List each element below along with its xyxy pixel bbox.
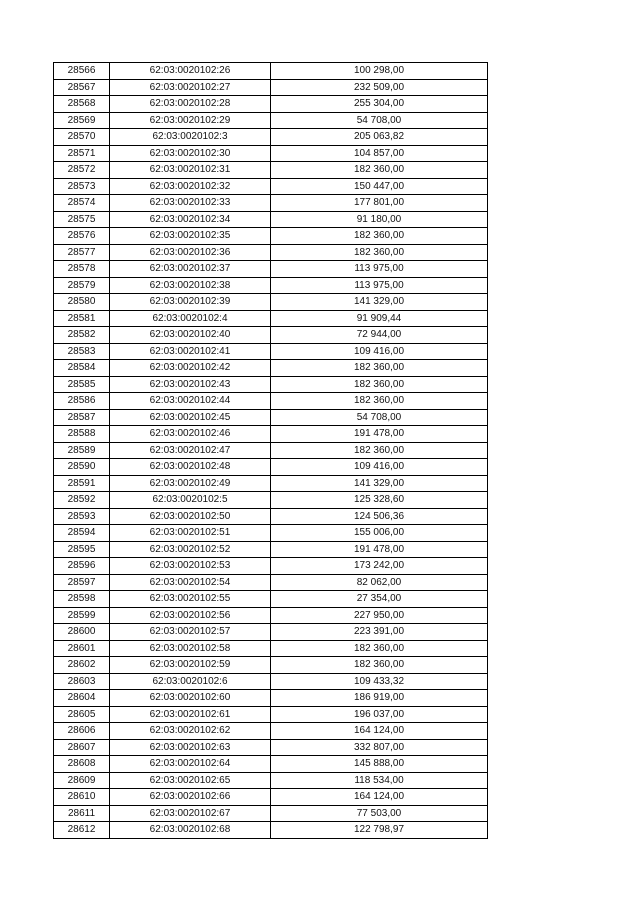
cadastral-value-cell: 72 944,00 [271,327,488,344]
row-number-cell: 28612 [54,822,110,839]
cadastral-number-cell: 62:03:0020102:54 [110,574,271,591]
table-row [54,558,488,575]
cadastral-value-cell: 141 329,00 [271,294,488,311]
cadastral-value-cell: 145 888,00 [271,756,488,773]
cadastral-number-cell: 62:03:0020102:46 [110,426,271,443]
table-row [54,129,488,146]
cadastral-value-cell: 100 298,00 [271,63,488,80]
cadastral-number-cell: 62:03:0020102:28 [110,96,271,113]
cadastral-number-cell: 62:03:0020102:62 [110,723,271,740]
row-number-cell: 28579 [54,277,110,294]
cadastral-number-cell: 62:03:0020102:66 [110,789,271,806]
table-row [54,574,488,591]
cadastral-number-cell: 62:03:0020102:47 [110,442,271,459]
table-row [54,459,488,476]
row-number-cell: 28582 [54,327,110,344]
table-body [54,63,488,839]
cadastral-number-cell: 62:03:0020102:64 [110,756,271,773]
row-number-cell: 28570 [54,129,110,146]
table-row [54,756,488,773]
row-number-cell: 28598 [54,591,110,608]
cadastral-value-cell: 255 304,00 [271,96,488,113]
row-number-cell: 28568 [54,96,110,113]
cadastral-value-cell: 223 391,00 [271,624,488,641]
cadastral-value-cell: 124 506,36 [271,508,488,525]
table-row [54,228,488,245]
table-row [54,442,488,459]
row-number-cell: 28572 [54,162,110,179]
cadastral-value-cell: 164 124,00 [271,723,488,740]
table-row [54,492,488,509]
row-number-cell: 28589 [54,442,110,459]
cadastral-number-cell: 62:03:0020102:67 [110,805,271,822]
table-row [54,343,488,360]
table-row [54,79,488,96]
row-number-cell: 28592 [54,492,110,509]
row-number-cell: 28607 [54,739,110,756]
cadastral-value-cell: 150 447,00 [271,178,488,195]
cadastral-number-cell: 62:03:0020102:50 [110,508,271,525]
cadastral-number-cell: 62:03:0020102:35 [110,228,271,245]
cadastral-number-cell: 62:03:0020102:4 [110,310,271,327]
table-row [54,63,488,80]
cadastral-value-cell: 182 360,00 [271,228,488,245]
table-row [54,145,488,162]
row-number-cell: 28595 [54,541,110,558]
cadastral-value-cell: 164 124,00 [271,789,488,806]
row-number-cell: 28577 [54,244,110,261]
row-number-cell: 28566 [54,63,110,80]
row-number-cell: 28578 [54,261,110,278]
cadastral-number-cell: 62:03:0020102:26 [110,63,271,80]
row-number-cell: 28571 [54,145,110,162]
cadastral-number-cell: 62:03:0020102:40 [110,327,271,344]
cadastral-number-cell: 62:03:0020102:31 [110,162,271,179]
cadastral-number-cell: 62:03:0020102:5 [110,492,271,509]
cadastral-value-cell: 182 360,00 [271,376,488,393]
cadastral-value-cell: 196 037,00 [271,706,488,723]
table-row [54,277,488,294]
row-number-cell: 28587 [54,409,110,426]
cadastral-value-cell: 205 063,82 [271,129,488,146]
row-number-cell: 28584 [54,360,110,377]
row-number-cell: 28605 [54,706,110,723]
row-number-cell: 28599 [54,607,110,624]
cadastral-value-cell: 182 360,00 [271,442,488,459]
table-row [54,739,488,756]
cadastral-value-cell: 182 360,00 [271,244,488,261]
table-row [54,805,488,822]
row-number-cell: 28594 [54,525,110,542]
row-number-cell: 28604 [54,690,110,707]
cadastral-value-cell: 113 975,00 [271,261,488,278]
cadastral-value-cell: 109 433,32 [271,673,488,690]
cadastral-number-cell: 62:03:0020102:32 [110,178,271,195]
row-number-cell: 28581 [54,310,110,327]
row-number-cell: 28608 [54,756,110,773]
cadastral-number-cell: 62:03:0020102:43 [110,376,271,393]
table-row [54,244,488,261]
cadastral-number-cell: 62:03:0020102:49 [110,475,271,492]
cadastral-value-cell: 91 180,00 [271,211,488,228]
table-row [54,591,488,608]
table-row [54,393,488,410]
cadastral-value-cell: 91 909,44 [271,310,488,327]
table-row [54,360,488,377]
row-number-cell: 28597 [54,574,110,591]
table-row [54,541,488,558]
table-row [54,195,488,212]
table-row [54,211,488,228]
cadastral-number-cell: 62:03:0020102:27 [110,79,271,96]
table-row [54,426,488,443]
cadastral-number-cell: 62:03:0020102:68 [110,822,271,839]
table-row [54,624,488,641]
row-number-cell: 28573 [54,178,110,195]
table-row [54,96,488,113]
cadastral-number-cell: 62:03:0020102:52 [110,541,271,558]
table-row [54,409,488,426]
row-number-cell: 28585 [54,376,110,393]
cadastral-number-cell: 62:03:0020102:45 [110,409,271,426]
row-number-cell: 28569 [54,112,110,129]
cadastral-number-cell: 62:03:0020102:63 [110,739,271,756]
table-row [54,475,488,492]
cadastral-number-cell: 62:03:0020102:61 [110,706,271,723]
cadastral-number-cell: 62:03:0020102:6 [110,673,271,690]
cadastral-number-cell: 62:03:0020102:34 [110,211,271,228]
row-number-cell: 28593 [54,508,110,525]
row-number-cell: 28567 [54,79,110,96]
cadastral-number-cell: 62:03:0020102:48 [110,459,271,476]
table-row [54,822,488,839]
cadastral-value-cell: 191 478,00 [271,426,488,443]
row-number-cell: 28602 [54,657,110,674]
cadastral-value-cell: 27 354,00 [271,591,488,608]
row-number-cell: 28588 [54,426,110,443]
row-number-cell: 28576 [54,228,110,245]
cadastral-value-cell: 186 919,00 [271,690,488,707]
cadastral-value-cell: 155 006,00 [271,525,488,542]
cadastral-number-cell: 62:03:0020102:51 [110,525,271,542]
cadastral-number-cell: 62:03:0020102:65 [110,772,271,789]
row-number-cell: 28591 [54,475,110,492]
table-row [54,508,488,525]
table-row [54,178,488,195]
table-row [54,294,488,311]
row-number-cell: 28590 [54,459,110,476]
cadastral-number-cell: 62:03:0020102:42 [110,360,271,377]
cadastral-number-cell: 62:03:0020102:60 [110,690,271,707]
cadastral-value-cell: 122 798,97 [271,822,488,839]
cadastral-value-cell: 113 975,00 [271,277,488,294]
cadastral-number-cell: 62:03:0020102:56 [110,607,271,624]
row-number-cell: 28600 [54,624,110,641]
cadastral-value-cell: 191 478,00 [271,541,488,558]
cadastral-value-cell: 54 708,00 [271,409,488,426]
table-row [54,162,488,179]
table-row [54,327,488,344]
cadastral-number-cell: 62:03:0020102:3 [110,129,271,146]
cadastral-value-cell: 82 062,00 [271,574,488,591]
table-row [54,789,488,806]
table-row [54,261,488,278]
row-number-cell: 28574 [54,195,110,212]
cadastral-number-cell: 62:03:0020102:39 [110,294,271,311]
cadastral-number-cell: 62:03:0020102:36 [110,244,271,261]
cadastral-value-cell: 104 857,00 [271,145,488,162]
table-row [54,640,488,657]
cadastral-number-cell: 62:03:0020102:41 [110,343,271,360]
cadastral-value-cell: 232 509,00 [271,79,488,96]
cadastral-number-cell: 62:03:0020102:58 [110,640,271,657]
row-number-cell: 28601 [54,640,110,657]
row-number-cell: 28609 [54,772,110,789]
row-number-cell: 28603 [54,673,110,690]
cadastral-number-cell: 62:03:0020102:53 [110,558,271,575]
row-number-cell: 28606 [54,723,110,740]
cadastral-number-cell: 62:03:0020102:29 [110,112,271,129]
cadastral-value-table [53,62,488,839]
table-row [54,673,488,690]
table-row [54,112,488,129]
cadastral-value-cell: 182 360,00 [271,393,488,410]
cadastral-value-cell: 141 329,00 [271,475,488,492]
row-number-cell: 28583 [54,343,110,360]
table-row [54,657,488,674]
row-number-cell: 28580 [54,294,110,311]
row-number-cell: 28586 [54,393,110,410]
row-number-cell: 28610 [54,789,110,806]
table-row [54,310,488,327]
cadastral-number-cell: 62:03:0020102:44 [110,393,271,410]
cadastral-value-cell: 109 416,00 [271,343,488,360]
cadastral-value-cell: 182 360,00 [271,162,488,179]
row-number-cell: 28575 [54,211,110,228]
cadastral-value-cell: 227 950,00 [271,607,488,624]
cadastral-value-cell: 182 360,00 [271,360,488,377]
cadastral-value-cell: 177 801,00 [271,195,488,212]
cadastral-number-cell: 62:03:0020102:37 [110,261,271,278]
table-row [54,723,488,740]
cadastral-number-cell: 62:03:0020102:57 [110,624,271,641]
row-number-cell: 28596 [54,558,110,575]
cadastral-value-cell: 125 328,60 [271,492,488,509]
row-number-cell: 28611 [54,805,110,822]
table-row [54,525,488,542]
cadastral-value-cell: 173 242,00 [271,558,488,575]
cadastral-value-cell: 182 360,00 [271,640,488,657]
table-row [54,772,488,789]
cadastral-value-cell: 109 416,00 [271,459,488,476]
table-row [54,690,488,707]
cadastral-value-cell: 77 503,00 [271,805,488,822]
cadastral-number-cell: 62:03:0020102:59 [110,657,271,674]
cadastral-value-cell: 54 708,00 [271,112,488,129]
cadastral-number-cell: 62:03:0020102:30 [110,145,271,162]
table-row [54,607,488,624]
cadastral-value-cell: 332 807,00 [271,739,488,756]
cadastral-number-cell: 62:03:0020102:55 [110,591,271,608]
cadastral-value-cell: 182 360,00 [271,657,488,674]
cadastral-value-cell: 118 534,00 [271,772,488,789]
cadastral-number-cell: 62:03:0020102:33 [110,195,271,212]
table-row [54,376,488,393]
cadastral-number-cell: 62:03:0020102:38 [110,277,271,294]
table-row [54,706,488,723]
